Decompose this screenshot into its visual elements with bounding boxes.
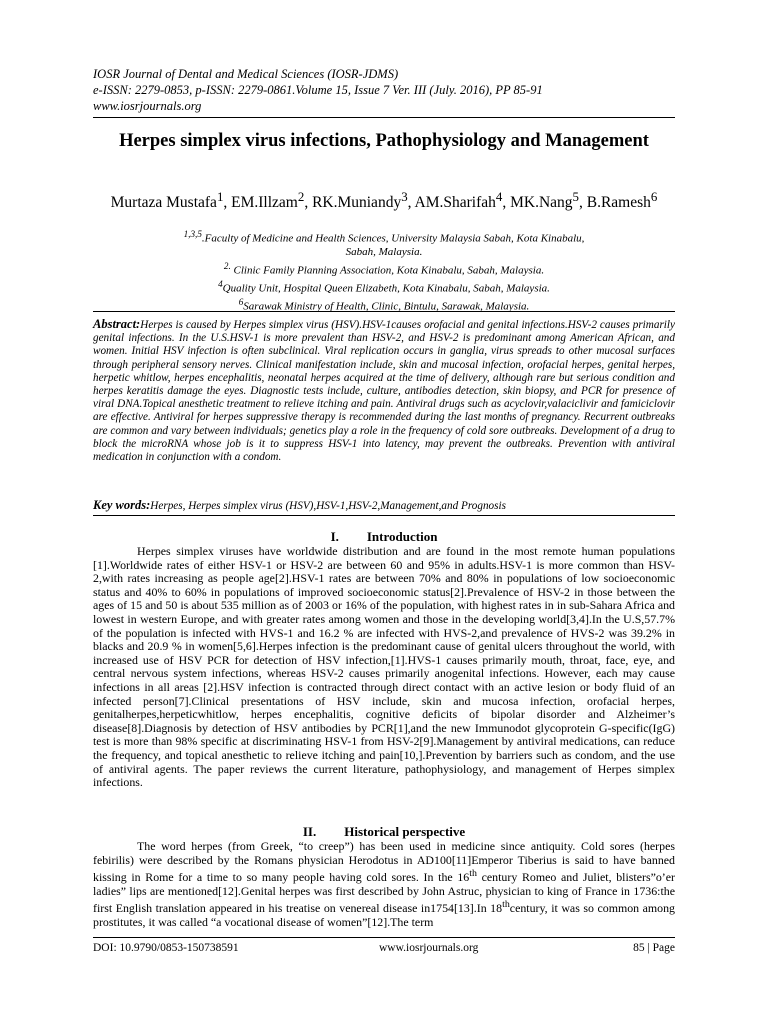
author-sup: 6 <box>650 189 658 204</box>
ordinal-sup: th <box>502 899 510 911</box>
footer-page-number: 85 | Page <box>633 942 675 954</box>
journal-issn: e-ISSN: 2279-0853, p-ISSN: 2279-0861.Volume 15, Issue 7 Ver. III (July. 2016), PP 85-91 <box>93 83 543 97</box>
paragraph-text: The word herpes (from Greek, “to creep”) has been used in medicine since antiquity. Cold sores (herpes febirilis) were described by the Romans physician Herodotus in AD100[11]Emperor Tiberius is said to have banned kissing in Rome for a time to so many people having cold sores. In the 16 <box>93 839 675 885</box>
keywords-text: Herpes, Herpes simplex virus (HSV),HSV-1,HSV-2,Management,and Prognosis <box>150 500 506 512</box>
affiliation-line <box>93 278 675 296</box>
affiliation-text: Clinic Family Planning Association, Kota Kinabalu, Sabah, Malaysia. <box>230 264 545 277</box>
journal-header <box>93 66 543 114</box>
keywords-label: Key words: <box>93 498 151 512</box>
affiliation-text: Quality Unit, Hospital Queen Elizabeth, Kota Kinabalu, Sabah, Malaysia. <box>222 282 550 295</box>
section-number: II. <box>302 824 317 839</box>
abstract-bottom-rule <box>93 515 675 516</box>
affiliation-line: Sabah, Malaysia. <box>345 246 423 259</box>
author-name: , RK.Muniandy <box>304 194 402 212</box>
journal-url[interactable]: www.iosrjournals.org <box>93 99 202 113</box>
ordinal-sup: th <box>469 868 477 880</box>
section-number: I. <box>330 529 339 544</box>
author-list <box>93 186 675 213</box>
affiliation-line <box>93 260 675 278</box>
abstract-top-rule <box>93 311 675 312</box>
author-name: , EM.Illzam <box>223 194 298 212</box>
keywords <box>93 499 675 513</box>
paragraph-text: century, it was so common among prostitutes, it was called “a vocational disease of women”[12].The term <box>93 901 675 929</box>
author-sup: 2 <box>297 189 305 204</box>
footer-doi[interactable]: DOI: 10.9790/0853-150738591 <box>93 942 239 954</box>
abstract-text: Herpes is caused by Herpes simplex virus (HSV).HSV-1causes orofacial and genital infections.HSV-2 causes primarily genital infections. In the U.S.HSV-1 is more prevalent than HSV-2, and HSV-2 is predominant among American African, and women. Initial HSV infection is often subclinical. Viral replication occurs in ganglia, virus spreads to other mucosal surfaces through peripheral sensory nerves. Clinical manifestation include, skin and mucosal infection, orofacial herpes, genital herpes, herpetic whitlow, herpes encephalitis, neonatal herpes acquired at the time of delivery, although rare but serious condition and herpes keratitis damage the eyes. Diagnostic tests include, culture, antibodies detection, skin biopsy, and PCR for presence of viral DNA.Topical anesthetic treatment to relieve itching and pain. Antiviral drugs such as acyclovir,valaciclivir and famiciclovir are effective. Antiviral for herpes suppressive therapy is recommended during the last months of pregnancy. Recurrent outbreaks are common and vary between individuals; genetics play a role in the frequency of cold sore outbreaks. Development of a drug to block the microRNA whose job is it to suppress HSV-1 into latency, may prevent the outbreaks. Prevention with antiviral medication in conjunction with a condom. <box>93 319 675 464</box>
author-name: , AM.Sharifah <box>407 194 496 212</box>
section-heading-historical-perspective <box>93 824 675 840</box>
section-heading-introduction <box>93 529 675 545</box>
affiliation-sup: 1,3,5 <box>183 229 202 239</box>
footer-rule <box>93 937 675 938</box>
page-footer <box>93 941 675 957</box>
affiliation-text: Sarawak Ministry of Health, Clinic, Bintulu, Sarawak, Malaysia. <box>243 300 530 313</box>
section-title: Historical perspective <box>344 824 466 839</box>
abstract-label: Abstract: <box>93 317 141 331</box>
author-sup: 5 <box>572 189 579 204</box>
affiliation-sup: 6 <box>238 296 244 307</box>
historical-paragraph <box>93 840 675 930</box>
header-rule <box>93 117 675 118</box>
author-name: , B.Ramesh <box>579 194 651 212</box>
affiliation-sup: 4 <box>218 278 223 289</box>
paper-title: Herpes simplex virus infections, Pathophysiology and Management <box>119 131 649 151</box>
affiliations <box>93 228 675 314</box>
affiliation-line <box>93 228 675 246</box>
journal-name: IOSR Journal of Dental and Medical Sciences (IOSR-JDMS) <box>93 67 399 81</box>
author-sup: 1 <box>216 189 224 204</box>
paragraph-text: century Romeo and Juliet, blisters”o’er ladies” lips are mentioned[12].Genital herpes was first described by John Astruc, physician to king of France in 1736:the first English translation appeared in his treatise on venereal disease in1754[13].In 18 <box>93 870 675 916</box>
affiliation-text: .Faculty of Medicine and Health Sciences, University Malaysia Sabah, Kota Kinabalu, <box>201 232 585 245</box>
footer-site[interactable]: www.iosrjournals.org <box>379 942 479 954</box>
abstract <box>93 318 675 464</box>
author-sup: 3 <box>401 189 408 204</box>
author-name: Murtaza Mustafa <box>110 194 217 212</box>
author-name: , MK.Nang <box>502 194 573 212</box>
affiliation-sup: 2. <box>223 260 231 271</box>
section-title: Introduction <box>366 529 438 544</box>
introduction-paragraph: Herpes simplex viruses have worldwide distribution and are found in the most remote human populations [1].Worldwide rates of either HSV-1 or HSV-2 are between 60 and 95% in adults.HSV-1 is more common than HSV-2,with rates increasing as people age[2].HSV-1 rates are between 70% and 80% in populations of low socioeconomic status and 40% to 60% in populations of improved socioeconomic status[2].Prevalence of HSV-2 in those between the ages of 15 and 50 is about 535 million as of 2003 or 16% of the population, with highest rates in in sub-Sahara Africa and lowest in western Europe, and with greater rates among women and those in the developing world[3,4].In the U.S,57.7% of the population is infected with HVS-1 and 16.2 % are infected with HVS-2,and prevalence of HVS-2 was 39.2% in blacks and 20.9 % in women[5,6].Herpes infection is the predominant cause of genital ulcers throughout the world, with increased use of HSV PCR for detection of HSV infection,[1].HVS-1 causes primarily mouth, throat, face, eye, and central nervous system infections, whereas HSV-2 causes primarily anogenital infections. However, each may cause infections in all areas [2].HSV infection is contracted through direct contact with an active lesion or body fluid of an infected person[7].Clinical presentations of HSV include, skin and mucosa infection, orofacial herpes, genitalherpes,herpeticwhitlow, herpes encephalitis, cognitive deficits of bipolar disorder and Alzheimer’s disease[8].Diagnosis by detection of HSV antibodies by PCR[1],and the new Immunodot glycoprotein G-specific(IgG) test is more than 98% specific at discriminating HSV-1 from HSV-2[9].Management by antiviral medications, can reduce the frequency, and topical anesthetic to relieve itching and pain[10,].Prevention by barriers such as condom, and the use of antiviral agents. The paper reviews the current literature, pathophysiology, and management of Herpes simplex infections. <box>93 544 675 790</box>
author-sup: 4 <box>495 189 503 204</box>
